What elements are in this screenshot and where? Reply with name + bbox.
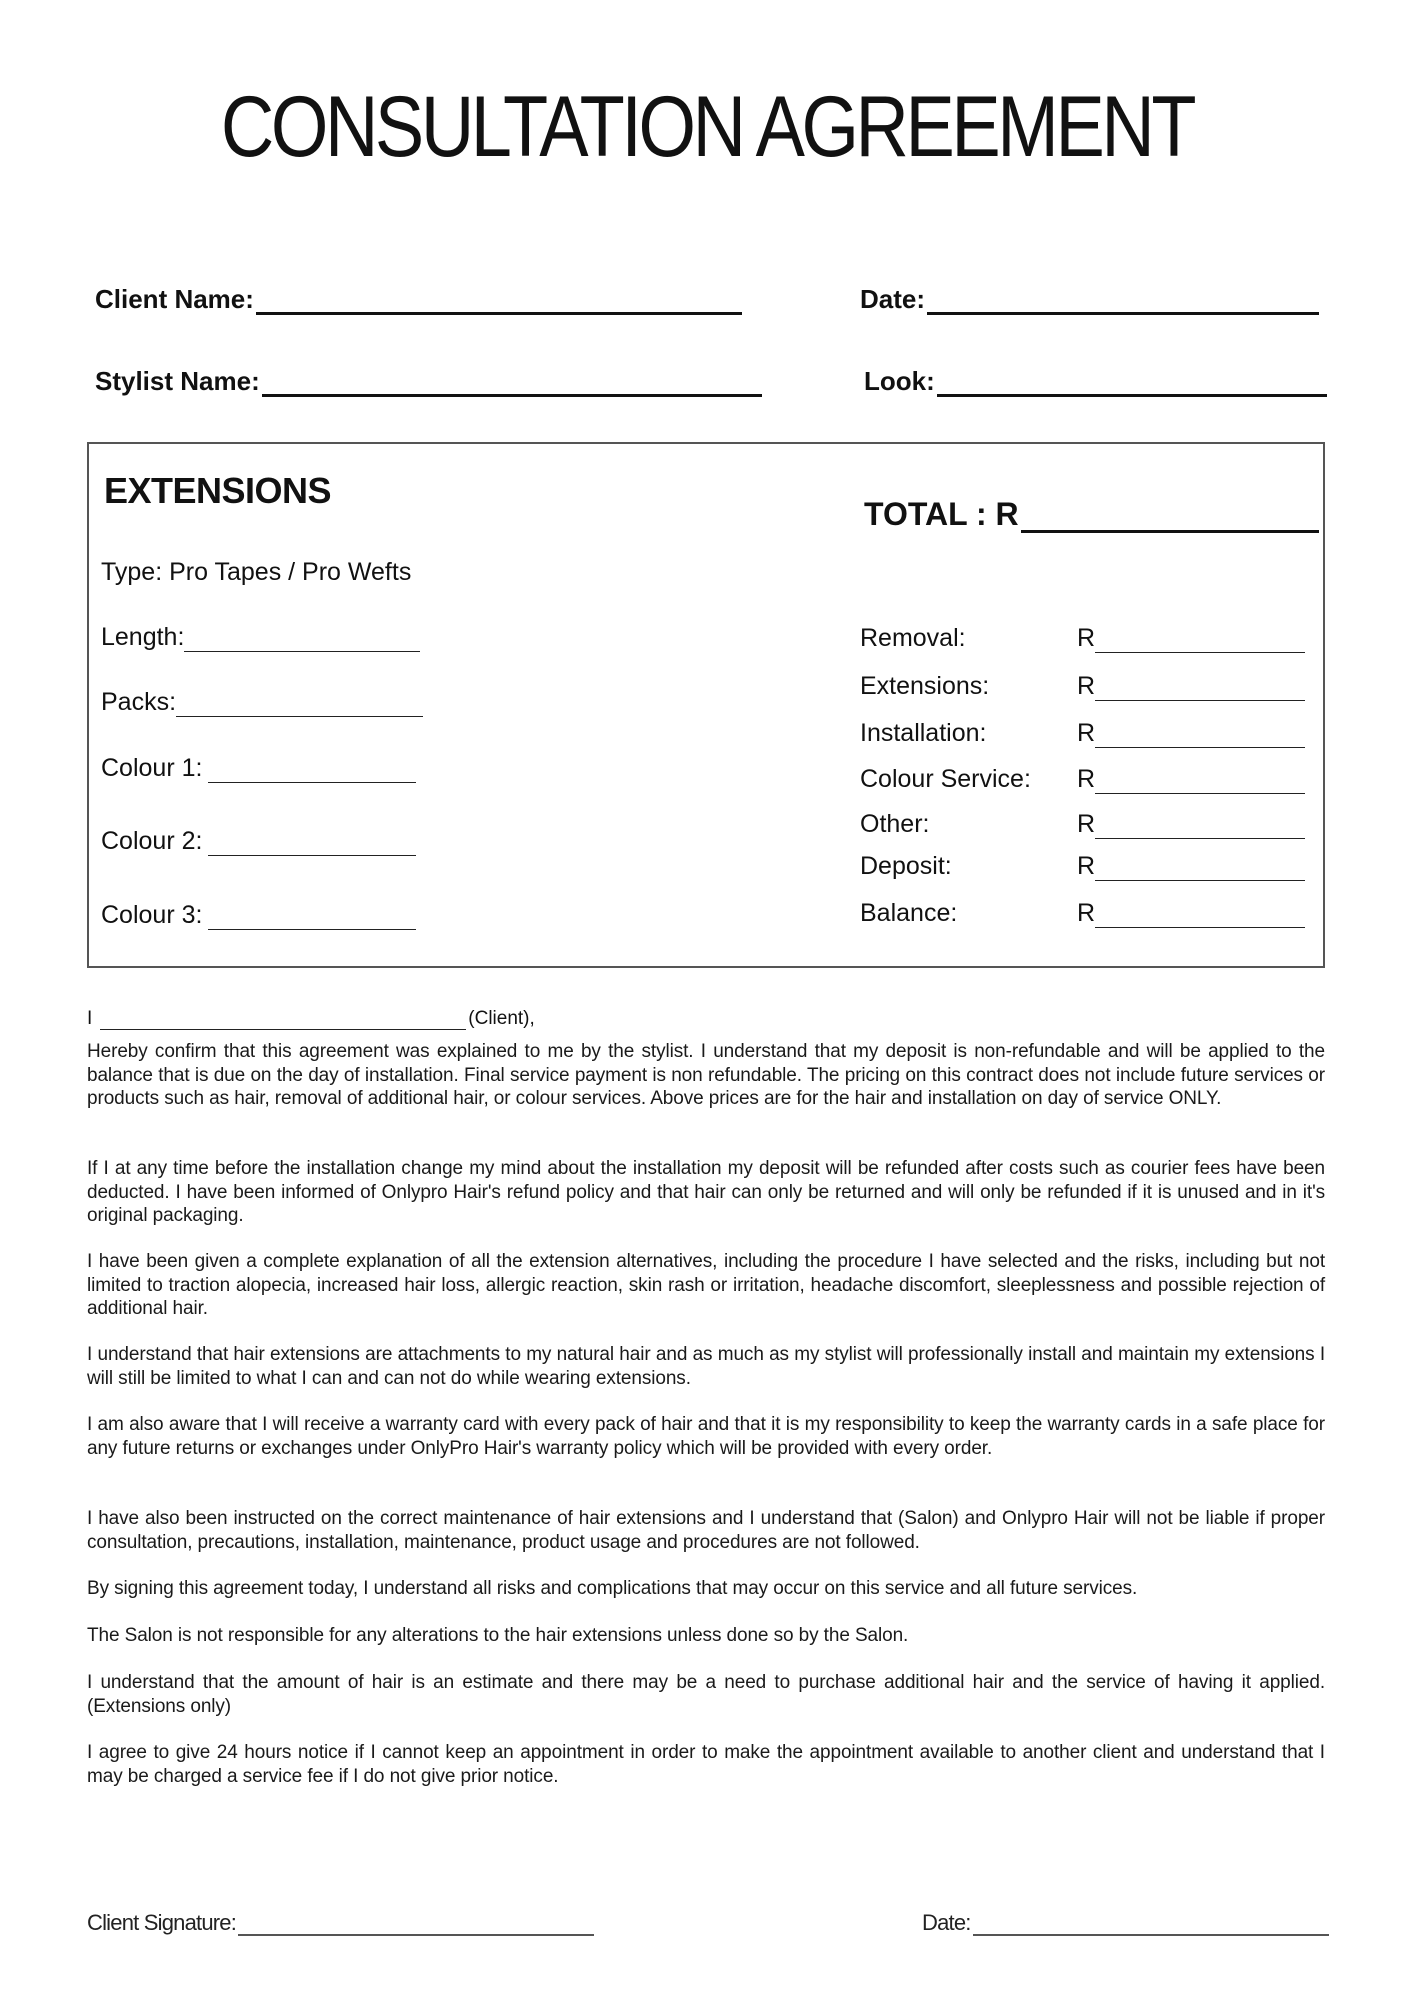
colour-service-input[interactable]: [1095, 771, 1305, 794]
colour-3-label: Colour 3:: [101, 901, 203, 929]
stylist-name-field[interactable]: [95, 366, 762, 397]
agreement-paragraph: I agree to give 24 hours notice if I cannot keep an appointment in order to make the appointment available to another client and understand that I may be charged a service fee if I do not give prior notice.: [87, 1742, 1325, 1787]
installation-input[interactable]: [1095, 725, 1305, 748]
client-name-label: Client Name:: [95, 284, 254, 314]
currency-symbol: R: [1076, 765, 1095, 793]
client-signature-field[interactable]: [87, 1910, 594, 1936]
look-input[interactable]: [937, 370, 1327, 397]
client-prefix: I: [87, 1008, 93, 1029]
price-row-installation[interactable]: [860, 719, 1305, 748]
client-name-field[interactable]: [95, 284, 742, 315]
total-label: TOTAL : R: [864, 496, 1019, 532]
client-acknowledgement-input[interactable]: [100, 1011, 466, 1030]
price-row-extensions[interactable]: [860, 672, 1305, 701]
stylist-name-input[interactable]: [262, 370, 762, 397]
extensions-price-label: Extensions:: [860, 672, 990, 700]
client-signature-label: Client Signature:: [87, 1910, 237, 1935]
total-field[interactable]: [864, 496, 1319, 533]
colour-3-input[interactable]: [208, 907, 416, 930]
colour-2-input[interactable]: [208, 833, 416, 856]
packs-label: Packs:: [101, 688, 177, 716]
deposit-input[interactable]: [1095, 858, 1305, 881]
price-row-balance[interactable]: [860, 899, 1305, 928]
total-input[interactable]: [1021, 502, 1319, 533]
client-acknowledgement-field[interactable]: [87, 1008, 535, 1030]
colour-3-field[interactable]: [101, 901, 416, 930]
length-input[interactable]: [184, 629, 420, 652]
signature-date-label: Date:: [922, 1910, 971, 1935]
installation-label: Installation:: [860, 719, 987, 747]
extensions-price-input[interactable]: [1095, 678, 1305, 701]
price-row-other[interactable]: [860, 810, 1305, 839]
price-row-deposit[interactable]: [860, 852, 1305, 881]
agreement-paragraph: The Salon is not responsible for any alterations to the hair extensions unless done so by the Salon.: [87, 1625, 909, 1646]
packs-input[interactable]: [176, 694, 423, 717]
currency-symbol: R: [1076, 624, 1095, 652]
client-name-input[interactable]: [256, 288, 742, 315]
currency-symbol: R: [1076, 810, 1095, 838]
colour-2-field[interactable]: [101, 827, 416, 856]
removal-input[interactable]: [1095, 630, 1305, 653]
agreement-paragraph: If I at any time before the installation change my mind about the installation my deposit will be refunded after costs such as courier fees have been deducted. I have been informed of Onlypro Hair's refund policy and that hair can only be returned and will only be refunded if it is unused and in it's original packaging.: [87, 1158, 1325, 1226]
agreement-paragraph: By signing this agreement today, I understand all risks and complications that may occur on this service and all future services.: [87, 1578, 1138, 1599]
look-field[interactable]: [864, 366, 1327, 397]
colour-2-label: Colour 2:: [101, 827, 203, 855]
agreement-paragraph: I have been given a complete explanation of all the extension alternatives, including the procedure I have selected and the risks, including but not limited to traction alopecia, increased hair loss, allergic reaction, skin rash or irritation, headache discomfort, sleeplessness and possible rejection of additional hair.: [87, 1251, 1325, 1319]
document-title: CONSULTATION AGREEMENT: [220, 79, 1194, 175]
client-suffix: (Client),: [468, 1008, 535, 1029]
agreement-paragraph: I understand that the amount of hair is an estimate and there may be a need to purchase additional hair and the service of having it applied. (Extensions only): [87, 1672, 1325, 1717]
client-signature-input[interactable]: [238, 1914, 594, 1936]
colour-1-label: Colour 1:: [101, 754, 203, 782]
date-label: Date:: [860, 284, 926, 314]
colour-1-input[interactable]: [208, 760, 416, 783]
date-input[interactable]: [927, 288, 1319, 315]
agreement-paragraph: I understand that hair extensions are attachments to my natural hair and as much as my stylist will professionally install and maintain my extensions I will still be limited to what I can and can not do while wearing extensions.: [87, 1344, 1325, 1389]
extensions-heading: EXTENSIONS: [104, 470, 332, 511]
agreement-paragraph: I am also aware that I will receive a warranty card with every pack of hair and that it is my responsibility to keep the warranty cards in a safe place for any future returns or exchanges under OnlyPro Hair's warranty policy which will be provided with every order.: [87, 1414, 1325, 1459]
other-input[interactable]: [1095, 816, 1305, 839]
look-label: Look:: [864, 366, 935, 396]
currency-symbol: R: [1076, 899, 1095, 927]
currency-symbol: R: [1076, 719, 1095, 747]
colour-service-label: Colour Service:: [860, 765, 1031, 793]
price-row-colour-service[interactable]: [860, 765, 1305, 794]
balance-input[interactable]: [1095, 905, 1305, 928]
agreement-paragraph: Hereby confirm that this agreement was explained to me by the stylist. I understand that my deposit is non-refundable and will be applied to the balance that is due on the day of installation. Final service payment is non refundable. The pricing on this contract does not include future services or products such as hair, removal of additional hair, or colour services. Above prices are for the hair and installation on day of service ONLY.: [87, 1041, 1325, 1109]
agreement-paragraph: I have also been instructed on the correct maintenance of hair extensions and I understand that (Salon) and Onlypro Hair will not be liable if proper consultation, precautions, installation, maintenance, product usage and procedures are not followed.: [87, 1508, 1325, 1553]
balance-label: Balance:: [860, 899, 958, 927]
stylist-name-label: Stylist Name:: [95, 366, 260, 396]
currency-symbol: R: [1076, 672, 1095, 700]
type-label: Type: Pro Tapes / Pro Wefts: [101, 558, 412, 586]
price-row-removal[interactable]: [860, 624, 1305, 653]
length-label: Length:: [101, 623, 185, 651]
signature-date-field[interactable]: [922, 1910, 1329, 1936]
currency-symbol: R: [1076, 852, 1095, 880]
other-label: Other:: [860, 810, 930, 838]
packs-field[interactable]: [101, 688, 423, 717]
length-field[interactable]: [101, 623, 420, 652]
colour-1-field[interactable]: [101, 754, 416, 783]
signature-date-input[interactable]: [973, 1914, 1329, 1936]
deposit-label: Deposit:: [860, 852, 952, 880]
date-field[interactable]: [860, 284, 1319, 315]
removal-label: Removal:: [860, 624, 966, 652]
type-line: [101, 558, 411, 587]
